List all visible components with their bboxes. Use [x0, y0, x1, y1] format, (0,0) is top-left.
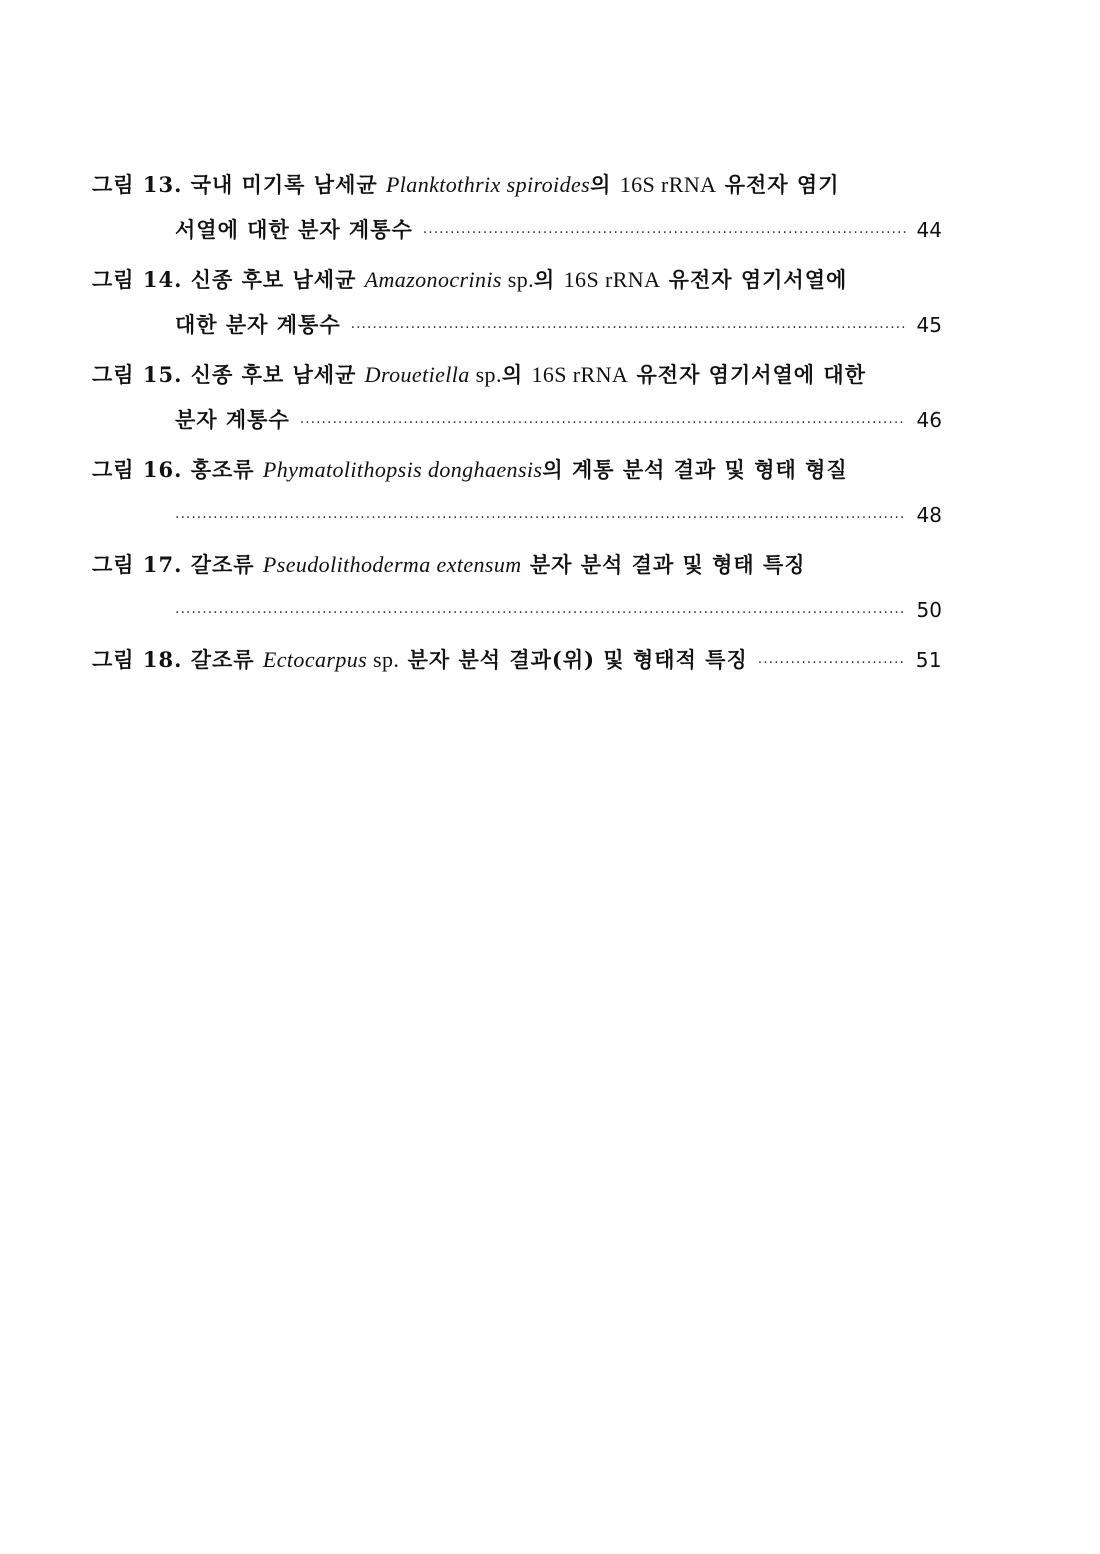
toc-entry-title — [92, 265, 942, 295]
toc-title-segment: 그림 16. 홍조류 — [92, 457, 263, 482]
toc-title-species: Ectocarpus — [262, 647, 368, 672]
toc-title-continuation: 분자 계통수 — [175, 407, 290, 432]
toc-entry[interactable] — [92, 170, 942, 245]
toc-title-species: Drouetiella — [364, 362, 470, 387]
toc-title-sp: sp. — [501, 267, 535, 292]
toc-page-number: 48 — [916, 503, 942, 527]
toc-title-segment: 분자 분석 결과 및 형태 특징 — [521, 552, 806, 577]
toc-title-segment: 유전자 염기서열에 대한 — [628, 362, 866, 387]
toc-title-species: Phymatolithopsis donghaensis — [262, 457, 543, 482]
dot-leader — [351, 313, 906, 340]
toc-page-number: 46 — [916, 408, 942, 432]
toc-title-species: Planktothrix spiroides — [385, 172, 591, 197]
dot-leader — [175, 598, 906, 625]
toc-page-number: 45 — [916, 313, 942, 337]
toc-title-segment: 의 계통 분석 결과 및 형태 형질 — [542, 457, 848, 482]
toc-title-segment: 의 — [534, 267, 564, 292]
toc-page-number: 44 — [916, 218, 942, 242]
toc-title-gene: 16S rRNA — [531, 362, 629, 387]
toc-title-gene: 16S rRNA — [563, 267, 661, 292]
toc-entry-continuation — [92, 500, 942, 530]
toc-title-species: Amazonocrinis — [364, 267, 502, 292]
toc-page-number: 50 — [916, 598, 942, 622]
toc-entry-title — [92, 170, 942, 200]
dot-leader — [758, 648, 906, 675]
toc-entry-title — [92, 645, 942, 675]
dot-leader — [423, 218, 906, 245]
toc-title-segment: 그림 13. 국내 미기록 남세균 — [92, 172, 386, 197]
toc-title-segment: 분자 분석 결과(위) 및 형태적 특징 — [399, 647, 748, 672]
dot-leader — [175, 503, 906, 530]
toc-entry-title — [92, 455, 942, 485]
toc-title-continuation: 서열에 대한 분자 계통수 — [175, 217, 413, 242]
toc-page-number: 51 — [915, 648, 942, 672]
toc-entry[interactable] — [92, 265, 942, 340]
toc-entry[interactable] — [92, 455, 942, 530]
toc-entry-continuation — [92, 310, 942, 340]
toc-title-sp: sp. — [367, 647, 400, 672]
toc-entry-continuation — [92, 595, 942, 625]
toc-title-segment: 그림 18. 갈조류 — [92, 647, 263, 672]
toc-title-sp: sp. — [469, 362, 502, 387]
toc-title-segment: 유전자 염기 — [716, 172, 840, 197]
toc-entry[interactable] — [92, 550, 942, 625]
toc-title-species: Pseudolithoderma extensum — [262, 552, 522, 577]
toc-title-segment: 그림 15. 신종 후보 남세균 — [92, 362, 365, 387]
toc-entry-title — [92, 550, 942, 580]
toc-entry[interactable] — [92, 360, 942, 435]
toc-entry-continuation — [92, 405, 942, 435]
toc-title-segment: 의 — [590, 172, 620, 197]
toc-title-segment: 유전자 염기서열에 — [660, 267, 848, 292]
toc-entry-continuation — [92, 215, 942, 245]
toc-title-segment: 그림 17. 갈조류 — [92, 552, 263, 577]
toc-title-continuation: 대한 분자 계통수 — [175, 312, 341, 337]
toc-title-segment: 의 — [501, 362, 532, 387]
toc-entry-title — [92, 360, 942, 390]
toc-title-gene: 16S rRNA — [619, 172, 717, 197]
table-of-figures — [92, 170, 942, 695]
toc-entry[interactable] — [92, 645, 942, 675]
toc-title-segment: 그림 14. 신종 후보 남세균 — [92, 267, 365, 292]
dot-leader — [300, 408, 906, 435]
